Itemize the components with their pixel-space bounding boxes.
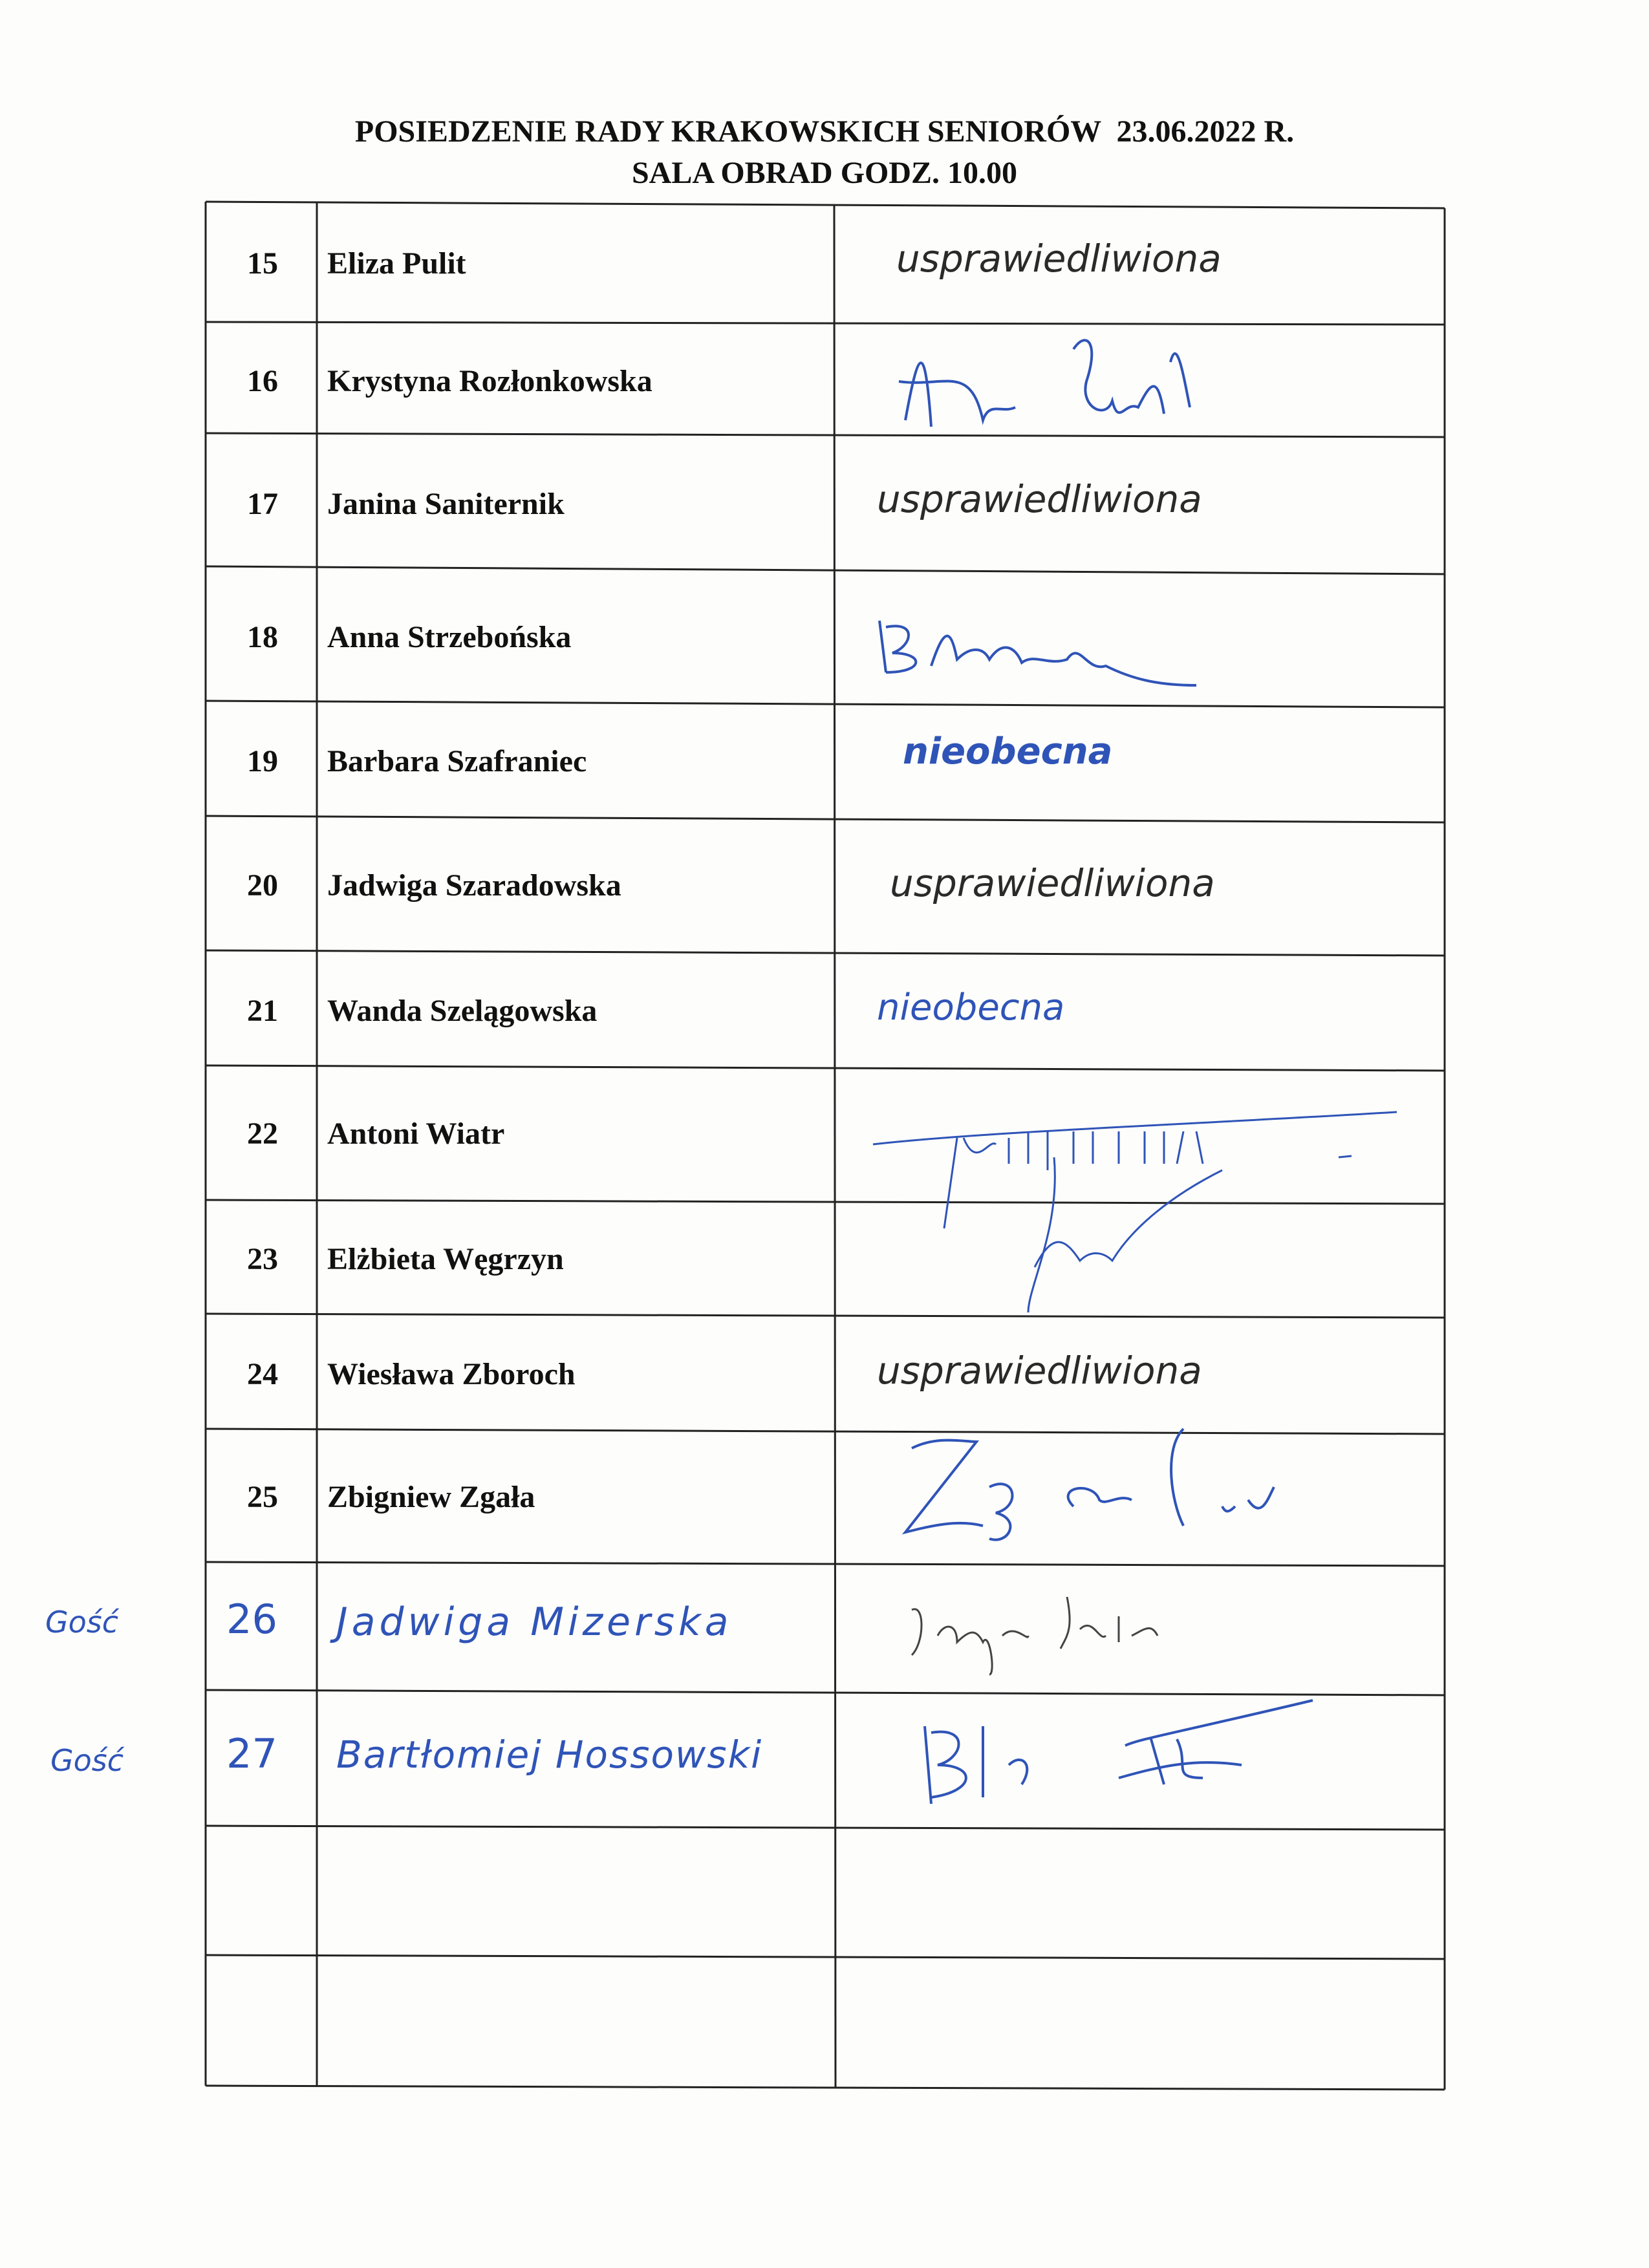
- row-number: 17: [247, 487, 278, 521]
- signature-row-16: [892, 323, 1229, 453]
- row-number: 20: [247, 868, 278, 903]
- member-name: Wiesława Zboroch: [327, 1357, 576, 1391]
- member-name: Janina Saniternik: [327, 487, 565, 521]
- status-note: usprawiedliwiona: [877, 1349, 1202, 1393]
- member-name: Elżbieta Węgrzyn: [327, 1242, 564, 1276]
- row-number-handwritten: 27: [226, 1730, 277, 1777]
- guest-note: Gość: [50, 1743, 124, 1778]
- row-number: 25: [247, 1480, 278, 1514]
- status-note: nieobecna: [877, 987, 1065, 1029]
- status-note: usprawiedliwiona: [877, 477, 1202, 521]
- member-name: Eliza Pulit: [327, 246, 466, 281]
- member-name: Anna Strzebońska: [327, 620, 572, 654]
- member-name: Wanda Szelągowska: [327, 994, 598, 1028]
- guest-name-handwritten: Bartłomiej Hossowski: [336, 1733, 763, 1777]
- guest-name-handwritten: Jadwiga Mizerska: [336, 1599, 733, 1645]
- signature-row-26: [899, 1584, 1196, 1681]
- status-note: usprawiedliwiona: [890, 861, 1215, 905]
- signature-row-22-23: [860, 1099, 1442, 1332]
- row-number: 24: [247, 1357, 278, 1391]
- row-number: 18: [247, 620, 278, 654]
- member-name: Krystyna Rozłonkowska: [327, 364, 652, 398]
- status-note: nieobecna: [903, 731, 1113, 773]
- status-note: usprawiedliwiona: [896, 237, 1222, 281]
- row-number: 22: [247, 1117, 278, 1151]
- member-name: Jadwiga Szaradowska: [327, 868, 621, 903]
- member-name: Barbara Szafraniec: [327, 744, 587, 778]
- member-name: Antoni Wiatr: [327, 1117, 505, 1151]
- row-number-handwritten: 26: [226, 1596, 277, 1643]
- row-number: 21: [247, 994, 278, 1028]
- row-number: 19: [247, 744, 278, 778]
- signature-row-25: [886, 1409, 1287, 1565]
- row-number: 16: [247, 364, 278, 398]
- signature-row-18: [873, 601, 1209, 705]
- row-number: 15: [247, 246, 278, 281]
- title-line-1: POSIEDZENIE RADY KRAKOWSKICH SENIORÓW 23.06.2022 R.: [354, 114, 1295, 149]
- member-name: Zbigniew Zgała: [327, 1480, 535, 1514]
- title-line-2: SALA OBRAD GODZ. 10.00: [631, 156, 1018, 190]
- row-number: 23: [247, 1242, 278, 1276]
- guest-note: Gość: [45, 1605, 119, 1640]
- signature-row-27: [905, 1687, 1332, 1817]
